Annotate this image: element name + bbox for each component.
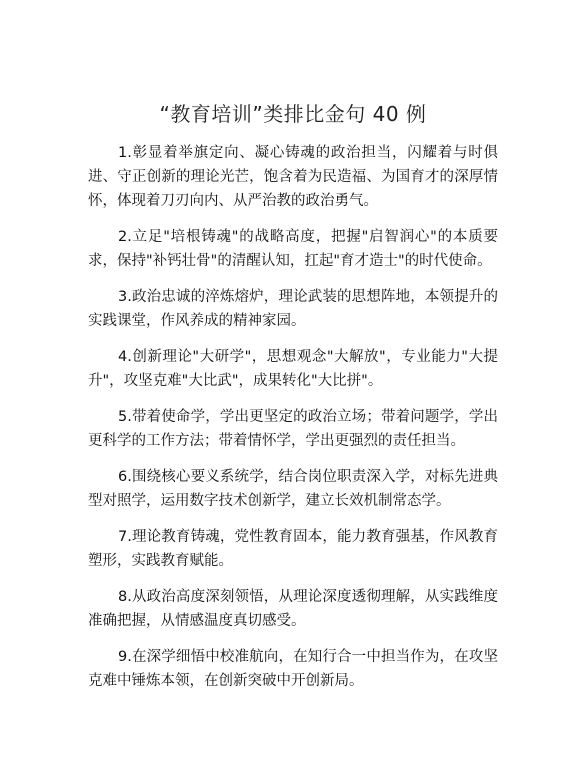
list-item: 6.围绕核心要义系统学，结合岗位职责深入学，对标先进典型对照学，运用数字技术创新学，建立长效机制常态学。 [88, 469, 498, 509]
list-item: 4.创新理论"大研学"，思想观念"大解放"，专业能力"大提升"，攻坚克难"大比武"，成果转化"大比拼"。 [88, 349, 498, 389]
list-item: 7.理论教育铸魂，党性教育固本，能力教育强基，作风教育塑形，实践教育赋能。 [88, 529, 498, 569]
list-item: 5.带着使命学，学出更坚定的政治立场；带着问题学，学出更科学的工作方法；带着情怀学，学出更强烈的责任担当。 [88, 409, 498, 449]
list-item: 9.在深学细悟中校准航向，在知行合一中担当作为，在攻坚克难中锤炼本领，在创新突破中开创新局。 [88, 649, 498, 689]
item-list [88, 141, 498, 705]
list-item: 8.从政治高度深刻领悟，从理论深度透彻理解，从实践维度准确把握，从情感温度真切感受。 [88, 589, 498, 629]
document-title: “教育培训”类排比金句 40 例 [159, 102, 427, 126]
list-item: 3.政治忠诚的淬炼熔炉，理论武装的思想阵地，本领提升的实践课堂，作风养成的精神家园。 [88, 289, 498, 329]
list-item: 1.彰显着举旗定向、凝心铸魂的政治担当，闪耀着与时俱进、守正创新的理论光芒，饱含着为民造福、为国育才的深厚情怀，体现着刀刃向内、从严治教的政治勇气。 [88, 145, 498, 209]
list-item: 2.立足"培根铸魂"的战略高度，把握"启智润心"的本质要求，保持"补钙壮骨"的清醒认知，扛起"育才造士"的时代使命。 [88, 229, 498, 269]
